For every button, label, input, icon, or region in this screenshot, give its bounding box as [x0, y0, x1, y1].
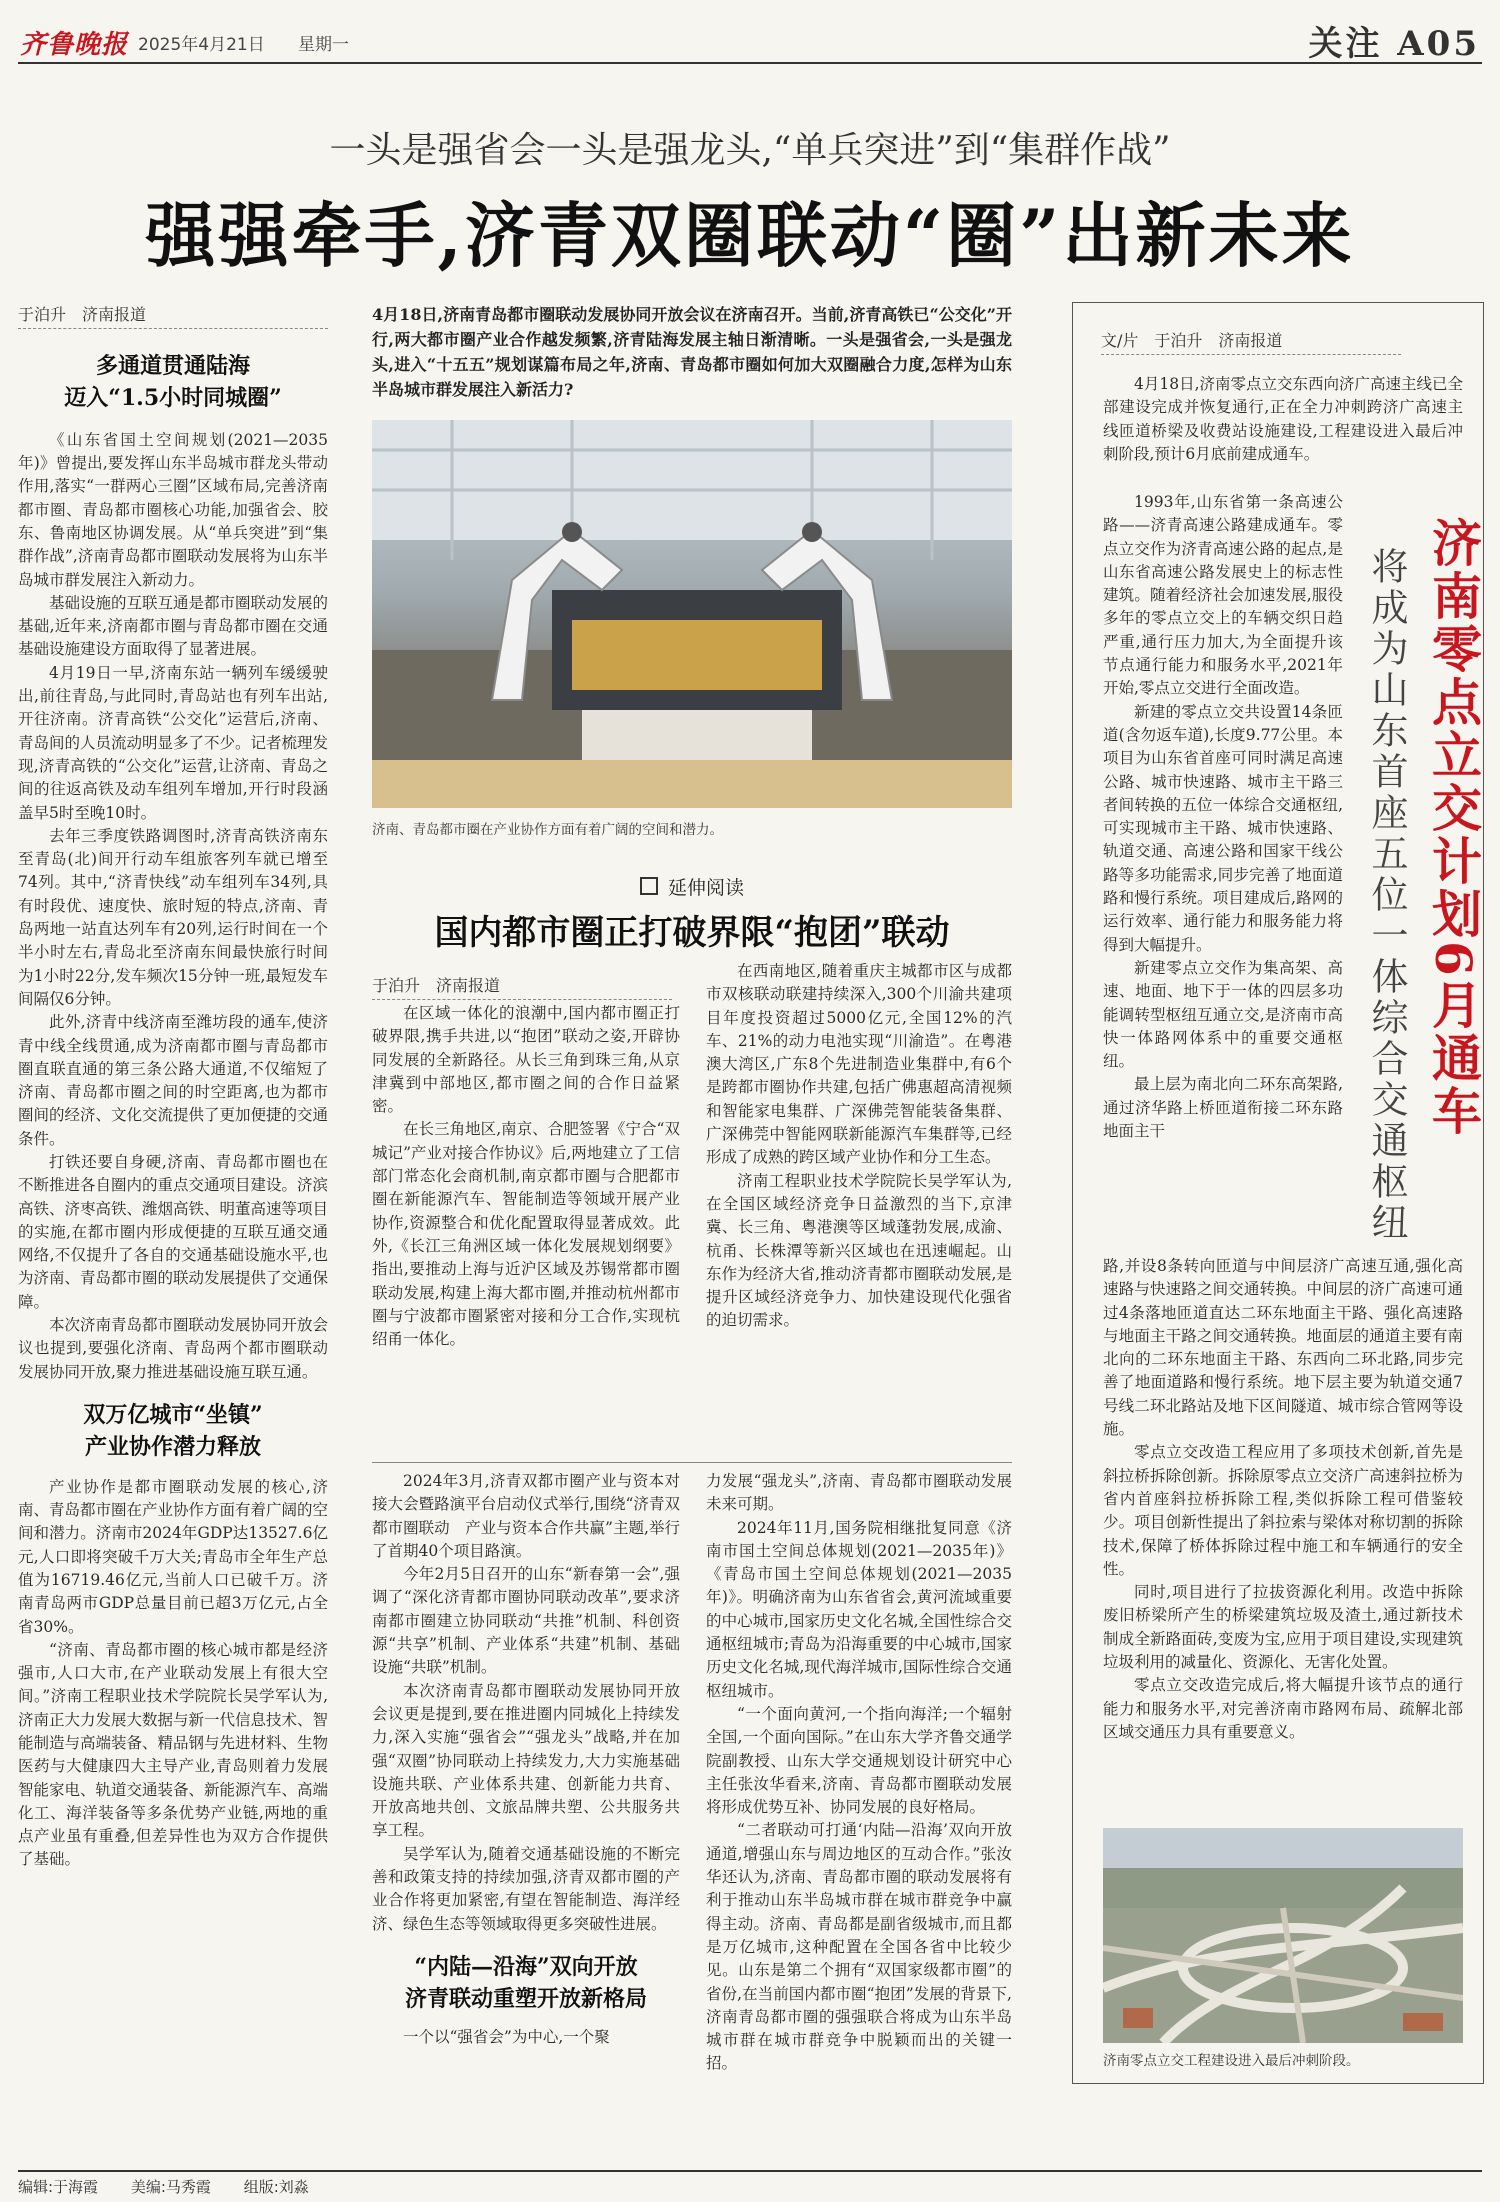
interchange-photo	[1103, 1828, 1463, 2043]
subhead-line: 迈入“1.5小时同城圈”	[64, 384, 282, 411]
paragraph: 在西南地区,随着重庆主城都市区与成都市双核联动联建持续深入,300个川渝共建项目年度投资超过5000亿元,全国12%的汽车、21%的动力电池实现“川渝造”。在粤港澳大湾区,广东8个先进制造业集群中,有6个是跨都市圈协作共建,包括广佛惠超高清视频和智能家电集群、广深佛莞智能装备集群、广深佛莞中智能网联新能源汽车集群等,已经形成了成熟的跨区域产业协作和分工生态。	[706, 962, 1012, 1167]
subhead-line: 济青联动重塑开放新格局	[404, 1985, 647, 2012]
subhead-line: 多通道贯通陆海	[95, 353, 250, 379]
subhead-line: 产业协作潜力释放	[84, 1433, 261, 1460]
layout-credit: 组版:刘淼	[243, 2178, 309, 2196]
paragraph: 今年2月5日召开的山东“新春第一会”,强调了“深化济青都市圈协同联动改革”,要求济南都市圈建立协同联动“共推”机制、科创资源“共享”机制、产业体系“共建”机制、基础设施“共联”机制。	[372, 1565, 680, 1677]
paragraph: 本次济南青岛都市圈联动发展协同开放会议更是提到,要在推进圈内同城化上持续发力,深入实施“强省会”“强龙头”战略,并在加强“双圈”协同联动上持续发力,大力实施基础设施共联、产业体系共建、创新能力共育、开放高地共创、文旅品牌共塑、公共服务共享工程。	[372, 1681, 680, 1840]
paragraph: 在区域一体化的浪潮中,国内都市圈正打破界限,携手共进,以“抱团”联动之姿,开辟协同发展的全新路径。从长三角到珠三角,从京津冀到中部地区,都市圈之间的合作日益紧密。	[372, 1004, 680, 1116]
masthead	[18, 10, 1482, 64]
paragraph: 同时,项目进行了拉拔资源化利用。改造中拆除废旧桥梁所产生的桥梁建筑垃圾及渣土,通过新技术制成全新路面砖,变废为宝,应用于项目建设,实现建筑垃圾利用的减量化、资源化、无害化处置。	[1103, 1583, 1463, 1672]
extended-reading-label: 延伸阅读	[668, 877, 745, 899]
extended-column-1	[372, 1002, 680, 1351]
extended-headline: 国内都市圈正打破界限“抱团”联动	[434, 913, 950, 953]
paragraph: 《山东省国土空间规划(2021—2035年)》曾提出,要发挥山东半岛城市群龙头带动作用,落实“一群两心三圈”区域布局,完善济南都市圈、青岛都市圈核心功能,加强省会、胶东、鲁南地区协调发展。从“单兵突进”到“集群作战”,济南青岛都市圈联动发展将为山东半岛城市群发展注入新动力。	[18, 430, 328, 589]
paragraph: 最上层为南北向二环东高架路,通过济华路上桥匝道衔接二环东路地面主干	[1103, 1075, 1343, 1141]
section-label: 关注 A05	[1308, 24, 1480, 64]
lower-column-1	[372, 1470, 680, 2049]
factory-robot-photo	[372, 420, 1012, 808]
extended-reading-tag	[640, 873, 744, 900]
article-body	[18, 429, 328, 1384]
page-footer	[18, 2170, 1482, 2197]
paragraph: 此外,济青中线济南至潍坊段的通车,使济青中线全线贯通,成为济南都市圈与青岛都市圈直联直通的第三条公路大通道,不仅缩短了济南、青岛都市圈之间的时空距离,也为都市圈间的经济、文化交流提供了更加便捷的交通条件。	[18, 1013, 329, 1148]
extended-byline: 于泊升 济南报道	[372, 973, 672, 1000]
sidebar-body	[1103, 1255, 1463, 1744]
photo-caption: 济南、青岛都市圈在产业协作方面有着广阔的空间和潜力。	[372, 822, 723, 838]
page-headline: 强强牵手,济青双圈联动“圈”出新未来	[145, 194, 1355, 277]
sidebar-title: 济南零点立交计划6月通车	[1424, 517, 1483, 1138]
extended-column-2	[706, 960, 1012, 1333]
paragraph: 打铁还要自身硬,济南、青岛都市圈也在不断推进各自圈内的重点交通项目建设。济滨高铁、济枣高铁、潍烟高铁、明董高速等项目的实施,在都市圈内形成便捷的互联互通交通网络,不仅提升了各自的交通基础设施水平,也为济南、青岛都市圈的联动发展提供了交通保障。	[18, 1152, 329, 1311]
subhead-line: 双万亿城市“坐镇”	[83, 1401, 263, 1428]
paragraph: 2024年3月,济青双都市圈产业与资本对接大会暨路演平台启动仪式举行,围绕“济青双都市圈联动 产业与资本合作共赢”主题,举行了首期40个项目路演。	[372, 1472, 680, 1560]
interchange-illustration	[1103, 1828, 1463, 2043]
paragraph: 4月19日一早,济南东站一辆列车缓缓驶出,前往青岛,与此同时,青岛站也有列车出站,开往济南。济青高铁“公交化”运营后,济南、青岛间的人员流动明显多了不少。记者梳理发现,济青高铁的“公交化”运营,让济南、青岛之间的往返高铁及动车组列车增加,开行时段涵盖早5时至晚10时。	[18, 663, 329, 822]
paragraph: “一个面向黄河,一个指向海洋;一个辐射全国,一个面向国际。”在山东大学齐鲁交通学院副教授、山东大学交通规划设计研究中心主任张汝华看来,济南、青岛都市圈联动发展将形成优势互补、协同发展的良好格局。	[706, 1704, 1012, 1817]
article-body	[18, 1476, 328, 1872]
paragraph: 零点立交改造工程应用了多项技术创新,首先是斜拉桥拆除创新。拆除原零点立交济广高速斜拉桥为省内首座斜拉桥拆除工程,类似拆除工程可借鉴较少。项目创新性提出了斜拉索与梁体对称切割的拆除技术,保障了桥体拆除过程中施工和车辆通行的安全性。	[1103, 1443, 1463, 1578]
paragraph: 济南工程职业技术学院院长吴学军认为,在全国区域经济竞争日益激烈的当下,京津冀、长三角、粤港澳等区域蓬勃发展,成渝、杭甬、长株潭等新兴区域也在迅速崛起。山东作为经济大省,推动济青都市圈联动发展,是提升区域经济竞争力、加快建设现代化强省的迫切需求。	[706, 1171, 1012, 1330]
subhead-opening	[372, 1952, 680, 2016]
paragraph: 路,并设8条转向匝道与中间层济广高速互通,强化高速路与快速路之间交通转换。中间层的济广高速可通过4条落地匝道直达二环东地面主干路、强化高速路与地面主干路之间交通转换。地面层的通道主要有南北向的二环东地面主干路、东西向二环北路,同步完善了地面道路和慢行系统。地下层主要为轨道交通7号线二环北路站及地下区间隧道、城市综合管网等设施。	[1103, 1257, 1463, 1439]
paragraph: 新建零点立交作为集高架、高速、地面、地下于一体的四层多功能调转型枢纽互通立交,是济南市高快一体路网体系中的重要交通枢纽。	[1103, 958, 1343, 1071]
paragraph: 产业协作是都市圈联动发展的核心,济南、青岛都市圈在产业协作方面有着广阔的空间和潜力。济南市2024年GDP达13527.6亿元,人口即将突破千万大关;青岛市全年生产总值为16719.46亿元,当前人口已破千万。济南青岛两市GDP总量目前已超3万亿元,占全省30%。	[18, 1477, 329, 1636]
editor-credit: 编辑:于海霞	[18, 2178, 99, 2196]
sidebar-lead	[1103, 373, 1463, 466]
byline: 于泊升 济南报道	[18, 302, 328, 329]
paragraph: 新建的零点立交共设置14条匝道(含勿返车道),长度9.77公里。本项目为山东省首座可同时满足高速公路、城市快速路、城市主干路三者间转换的五位一体综合交通枢纽,可实现城市主干路、城市快速路、轨道交通、高速公路和国家干线公路等多功能需求,同步完善了地面道路和慢行系统。项目建成后,路网的运行效率、通行能力和服务能力将得到大幅提升。	[1103, 702, 1343, 954]
paragraph: “二者联动可打通‘内陆—沿海’双向开放通道,增强山东与周边地区的互动合作。”张汝华还认为,济南、青岛都市圈的联动发展将有利于推动山东半岛城市群在城市群竞争中赢得主动。济南、青岛都是副省级城市,而且都是万亿城市,这种配置在全国各省中比较少见。山东是第二个拥有“双国家级都市圈”的省份,在当前国内都市圈“抱团”发展的背景下,济南青岛都市圈的强强联合将成为山东半岛城市群在城市群竞争中脱颖而出的关键一招。	[706, 1821, 1012, 2073]
subhead-industry	[18, 1400, 328, 1464]
sidebar-story	[1072, 302, 1484, 2084]
left-article	[18, 302, 328, 1872]
subhead-line: “内陆—沿海”双向开放	[414, 1953, 638, 1980]
issue-weekday: 星期一	[298, 35, 349, 55]
designer-credit: 美编:马秀霞	[130, 2178, 211, 2196]
issue-date: 2025年4月21日	[138, 35, 265, 55]
divider	[372, 1462, 1012, 1463]
paragraph: 去年三季度铁路调图时,济青高铁济南东至青岛(北)间开行动车组旅客列车就已增至74列。其中,“济青快线”动车组列车34列,具有时段优、速度快、旅时短的特点,济南、青岛两地一站直达列车有20列,运行时间在一个半小时左右,青岛北至济南东间最快旅行时间为1小时22分,发车频次15分钟一班,最短发车间隔仅6分钟。	[18, 826, 328, 1008]
paragraph: 2024年11月,国务院相继批复同意《济南市国土空间总体规划(2021—2035年)》《青岛市国土空间总体规划(2021—2035年)》。明确济南为山东省省会,黄河流域重要的中心城市,国家历史文化名城,全国性综合交通枢纽城市;青岛为沿海重要的中心城市,国家历史文化名城,现代海洋城市,国际性综合交通枢纽城市。	[706, 1518, 1012, 1700]
paragraph: “济南、青岛都市圈的核心城市都是经济强市,人口大市,在产业联动发展上有很大空间。”济南工程职业技术学院院长吴学军认为,济南正大力发展大数据与新一代信息技术、智能制造与高端装备、精品钢与先进材料、生物医药与大健康四大主导产业,青岛则着力发展智能家电、轨道交通装备、新能源汽车、高端化工、海洋装备等多条优势产业链,两地的重点产业虽有重叠,但差异性也为双方合作提供了基础。	[18, 1640, 329, 1869]
newspaper-logo: 齐鲁晚报	[20, 30, 129, 60]
factory-robot-illustration	[372, 420, 1012, 808]
paragraph: 力发展“强龙头”,济南、青岛都市圈联动发展未来可期。	[706, 1472, 1012, 1514]
paragraph: 吴学军认为,随着交通基础设施的不断完善和政策支持的持续加强,济青双都市圈的产业合作将更加紧密,有望在智能制造、海洋经济、绿色生态等领域取得更多突破性进展。	[372, 1844, 680, 1933]
sidebar-photo-caption: 济南零点立交工程建设进入最后冲刺阶段。	[1103, 2053, 1360, 2069]
lead-paragraph: 4月18日,济南青岛都市圈联动发展协同开放会议在济南召开。当前,济青高铁已“公交化”开行,两大都市圈产业合作越发频繁,济青陆海发展主轴日渐清晰。一头是强省会,一头是强龙头,进入“十五五”规划谋篇布局之年,济南、青岛都市圈如何加大双圈融合力度,怎样为山东半岛城市群发展注入新活力?	[372, 305, 1012, 399]
paragraph: 一个以“强省会”为中心,一个聚	[403, 2027, 610, 2046]
subhead-transport	[18, 351, 328, 415]
paragraph: 4月18日,济南零点立交东西向济广高速主线已全部建设完成并恢复通行,正在全力冲刺跨济广高速主线匝道桥梁及收费站设施建设,工程建设进入最后冲刺阶段,预计6月底前建成通车。	[1103, 375, 1464, 463]
paragraph: 1993年,山东省第一条高速公路——济青高速公路建成通车。零点立交作为济青高速公路的起点,是山东省高速公路发展史上的标志性建筑。随着经济社会加速发展,服役多年的零点立交上的车辆交织日趋严重,通行压力加大,为全面提升该节点通行能力和服务水平,2021年开始,零点立交进行全面改造。	[1103, 493, 1343, 698]
paragraph: 基础设施的互联互通是都市圈联动发展的基础,近年来,济南都市圈与青岛都市圈在交通基础设施建设方面取得了显著进展。	[18, 593, 329, 659]
paragraph: 在长三角地区,南京、合肥签署《宁合“双城记”产业对接合作协议》后,两地建立了工信部门常态化会商机制,南京都市圈与合肥都市圈在新能源汽车、智能制造等领域开展产业协作,资源整合和优化配置取得显著成效。此外,《长江三角洲区域一体化发展规划纲要》指出,要推动上海与近沪区域及苏锡常都市圈联动发展,构建上海大都市圈,并推动杭州都市圈与宁波都市圈紧密对接和分工合作,实现杭绍甬一体化。	[372, 1120, 680, 1349]
lower-column-2	[706, 1470, 1012, 2076]
sidebar-subtitle: 将成为山东首座五位一体综合交通枢纽	[1365, 547, 1408, 1244]
sidebar-byline: 文/片 于泊升 济南报道	[1101, 328, 1401, 355]
book-icon	[640, 877, 658, 895]
sidebar-narrow-text	[1103, 491, 1343, 1143]
paragraph: 零点立交改造完成后,将大幅提升该节点的通行能力和服务水平,对完善济南市路网布局、疏解北部区域交通压力具有重要意义。	[1103, 1676, 1463, 1741]
paragraph: 本次济南青岛都市圈联动发展协同开放会议也提到,要强化济南、青岛两个都市圈联动发展协同开放,聚力推进基础设施互联互通。	[18, 1316, 329, 1381]
kicker: 一头是强省会一头是强龙头,“单兵突进”到“集群作战”	[329, 130, 1171, 171]
